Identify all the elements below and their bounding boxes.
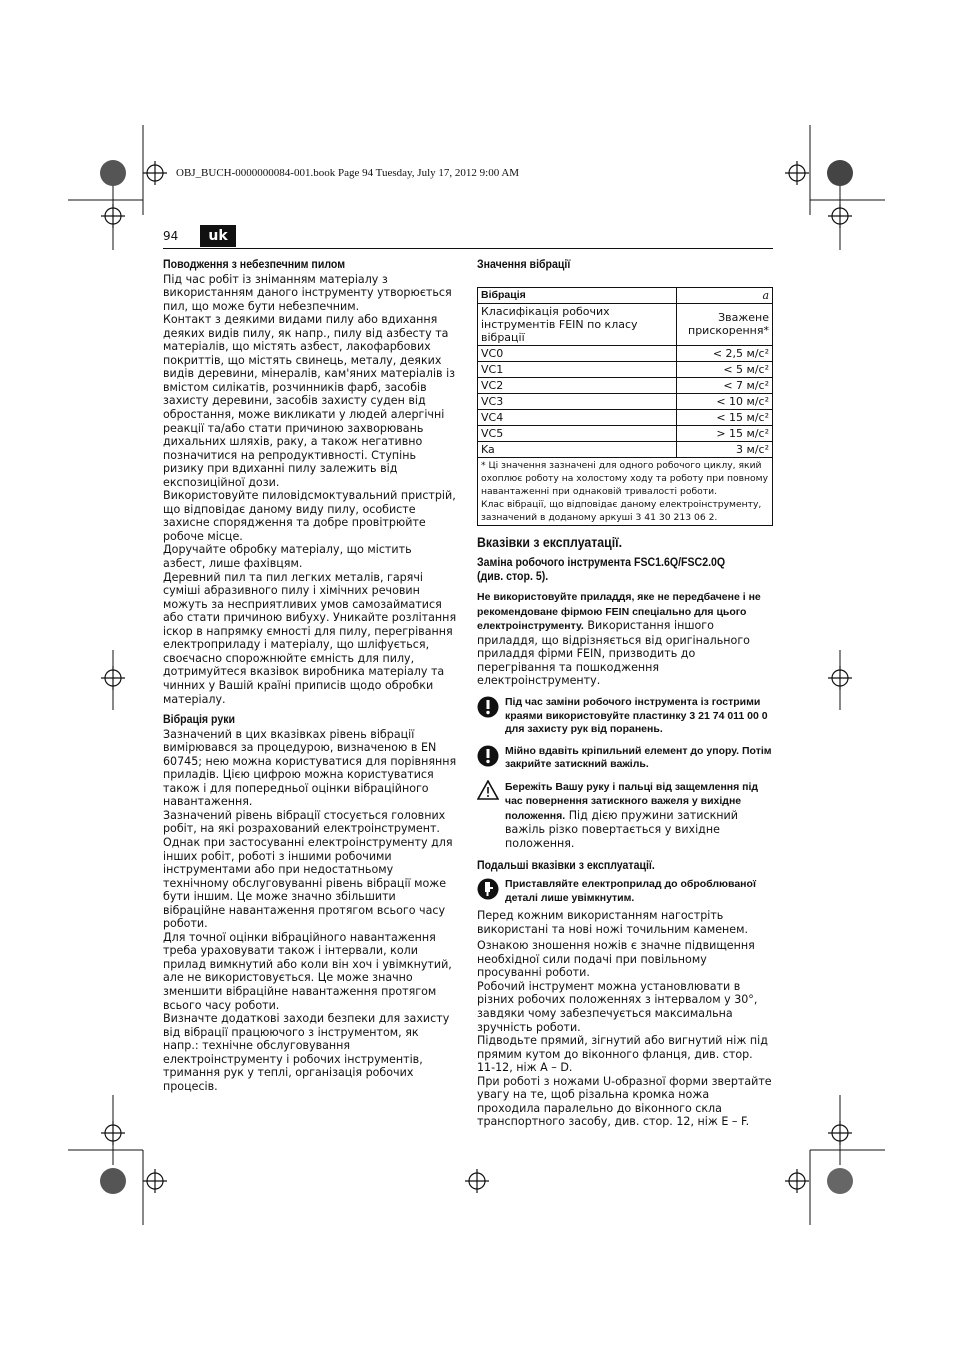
vc-class: VC5 bbox=[478, 425, 677, 441]
power-tool-icon bbox=[477, 878, 499, 900]
vibration-values-heading: Значення вібрації bbox=[477, 259, 571, 271]
vibration-table bbox=[477, 287, 773, 526]
vc-value: < 2,5 м/с² bbox=[677, 345, 773, 361]
table-row bbox=[478, 393, 773, 409]
vc-value: < 10 м/с² bbox=[677, 393, 773, 409]
warning-text: Бережіть Вашу руку і пальці від защемлення під час повернення затискного важеля у вихідне положення. bbox=[505, 780, 759, 822]
table-row bbox=[478, 425, 773, 441]
footnote-1: * Ці значення зазначені для одного робочого циклу, який охоплює роботу на холостому ходу та роботу при повному навантаженні при однаковій тривалості роботи. bbox=[481, 459, 769, 497]
file-header: OBJ_BUCH-0000000084-001.book Page 94 Tuesday, July 17, 2012 9:00 AM bbox=[176, 167, 520, 179]
table-header-vibration: Вібрація bbox=[478, 287, 677, 303]
dust-paragraph: Під час робіт із зніманням матеріалу з використанням даного інструменту утворюється пил, що може бути небезпечним. bbox=[163, 272, 452, 313]
caution-triangle-icon bbox=[477, 780, 499, 800]
table-row bbox=[478, 361, 773, 377]
vc-class: VC3 bbox=[478, 393, 677, 409]
accessory-text: Використання іншого приладдя, що відрізняється від оригінального приладдя фірми FEIN, призводить до перегрівання та пошкодження електроінструменту. bbox=[477, 619, 750, 688]
warning-sharp-edges bbox=[477, 696, 773, 737]
footnote-2: Клас вібрації, що відповідає даному електроінструменту, зазначений в доданому аркуші 3 41 30 213 06 2. bbox=[481, 498, 762, 523]
mandatory-icon bbox=[477, 696, 499, 718]
dust-paragraph: Використовуйте пиловідсмоктувальний пристрій, що відповідає даному виду пилу, особисте захисне спорядження та добре провітрюйте робоче місце. bbox=[163, 489, 456, 543]
ops-paragraph: Перед кожним використанням нагостріть використані та нові ножі точильним каменем. bbox=[477, 909, 748, 936]
vc-class: VC0 bbox=[478, 345, 677, 361]
ops-paragraph: Ознакою зношення ножів є значне підвищення необхідної сили подачі при повільному просуванні роботи. bbox=[477, 939, 755, 980]
vc-class: VC4 bbox=[478, 409, 677, 425]
warning-pinch bbox=[477, 780, 773, 851]
vc-value: 3 м/с² bbox=[677, 441, 773, 457]
vc-class: Ka bbox=[478, 441, 677, 457]
operating-instructions-heading: Вказівки з експлуатації. bbox=[477, 533, 623, 550]
warning-switch-on bbox=[477, 878, 773, 905]
tool-change-heading: Заміна робочого інструмента FSC1.6Q/FSC2.0Q (див. стор. 5). bbox=[477, 557, 726, 583]
warning-detail: Під дією пружини затискний важіль різко повертається у вихідне положення. bbox=[505, 808, 738, 850]
dust-paragraph: Контакт з деякими видами пилу або вдихання деяких видів пилу, як напр., пилу від азбесту та матеріалів, що містять азбест, лакофарбових покриттів, що містять свинець, металу, деяких видів деревини, мінералів, кам'яних матеріалів із вмістом силікатів, розчинників фарб, засобів захисту деревини, засобів захисту суден від обростання, може викликати у людей алергічні реакції та/або стати причиною захворювань дихальних шляхів, раку, а також негативно позначитися на репродуктивності. Ступінь ризику при вдиханні пилу залежить від експозиційної дози. bbox=[163, 313, 456, 489]
ops-paragraph: Робочий інструмент можна установлювати в різних робочих положеннях з інтервалом у 30°, завдяки чому забезпечується максимальна зручність роботи. bbox=[477, 979, 758, 1034]
table-row bbox=[478, 345, 773, 361]
warning-text: Мійно вдавіть кріпильний елемент до упору. Потім закрийте затискний важіль. bbox=[505, 744, 772, 771]
page-number: 94 bbox=[163, 229, 179, 243]
vc-value: < 7 м/с² bbox=[677, 377, 773, 393]
vc-value: < 5 м/с² bbox=[677, 361, 773, 377]
vc-class: VC2 bbox=[478, 377, 677, 393]
warning-press-element bbox=[477, 745, 773, 772]
warning-text: Приставляйте електроприлад до оброблюваної деталі лише увімкнутим. bbox=[505, 878, 756, 904]
table-header-a: a bbox=[677, 287, 773, 303]
dust-heading: Поводження з небезпечним пилом bbox=[163, 259, 346, 271]
language-badge: uk bbox=[200, 225, 236, 247]
table-row bbox=[478, 441, 773, 457]
table-row bbox=[478, 409, 773, 425]
dust-paragraph: Доручайте обробку матеріалу, що містить азбест, лише фахівцям. bbox=[163, 543, 412, 571]
table-footnote bbox=[478, 457, 773, 525]
hand-vibration-heading: Вібрація руки bbox=[163, 714, 236, 727]
hand-paragraph: Визначте додаткові заходи безпеки для захисту від вібрації працюючого з інструментом, як напр.: технічне обслуговування електроінструменту і робочих інструментів, тримання рук у теплі, організація робочих процесів. bbox=[163, 1012, 450, 1093]
header-rule bbox=[163, 248, 773, 249]
hand-paragraph: Для точної оцінки вібраційного навантаження треба ураховувати також і інтервали, коли прилад вимкнутий або коли він хоч і увімкнутий, але не використовується. Це може значно зменшити вібраційне навантаження протягом всього часу роботи. bbox=[163, 930, 452, 1012]
vc-value: < 15 м/с² bbox=[677, 409, 773, 425]
left-column bbox=[163, 259, 457, 1093]
right-column bbox=[477, 259, 773, 1129]
table-row-value: Зважене прискорення* bbox=[677, 303, 773, 345]
vc-class: VC1 bbox=[478, 361, 677, 377]
table-row-label: Класифікація робочих інструментів FEIN по класу вібрації bbox=[478, 303, 677, 345]
vc-value: > 15 м/с² bbox=[677, 425, 773, 441]
accessory-warning: Не використовуйте приладдя, яке не передбачене і не рекомендоване фірмою FEIN спеціально для цього електроінструменту. bbox=[477, 591, 761, 633]
further-instructions-heading: Подальші вказівки з експлуатації. bbox=[477, 860, 655, 873]
ops-paragraph: Підводьте прямий, зігнутий або вигнутий ніж під прямим кутом до віконного фланця, див. стор. 11-12, ніж A – D. bbox=[477, 1034, 768, 1075]
hand-paragraph: Зазначений в цих вказівках рівень вібрації вимірювався за процедурою, визначеною в EN 60745; нею можна користуватися для порівняння приладів. Цією цифрою можна користуватися також і для попередньої оцінки вібраційного навантаження. bbox=[163, 727, 457, 809]
dust-paragraph: Деревний пил та пил легких металів, гарячі суміші абразивного пилу і хімічних речовин можуть за несприятливих умов самозайматися або стати причиною вибуху. Уникайте розлітання іскор в напрямку ємності для пилу, перегрівання електроприладу і матеріалу, що шліфується, своєчасно спорожнюйте ємність для пилу, дотримуйтеся вказівок виробника матеріалу та чинних у Вашій країні приписів щодо обробки матеріалу. bbox=[163, 570, 457, 706]
table-row bbox=[478, 377, 773, 393]
warning-text: Під час заміни робочого інструмента із гострими краями використовуйте пластинку 3 21 74 011 00 0 для захисту рук від поранень. bbox=[505, 696, 768, 736]
mandatory-icon bbox=[477, 745, 499, 767]
hand-paragraph: Зазначений рівень вібрації стосується головних робіт, на які розрахований електроінструмент. Однак при застосуванні електроінструменту для інших робіт, роботі з іншими робочими інструментами або при недостатньому технічному обслуговуванні рівень вібрації може бути іншим. Це може значно збільшити вібраційне навантаження протягом всього часу роботи. bbox=[163, 808, 453, 931]
ops-paragraph: При роботі з ножами U-образної форми звертайте увагу на те, щоб різальна кромка ножа проходила паралельно до віконного скла транспортного засобу, див. стор. 12, ніж E – F. bbox=[477, 1074, 772, 1129]
